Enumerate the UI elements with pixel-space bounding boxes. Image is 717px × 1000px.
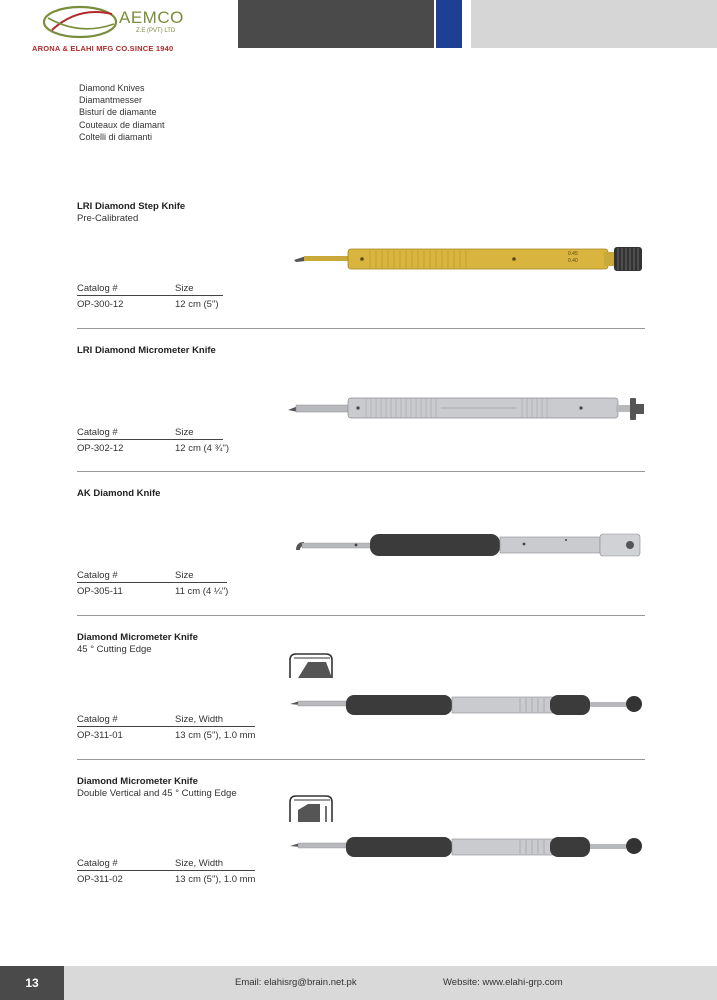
- black-grip-knife-icon: [294, 528, 644, 560]
- catalog-label: Catalog #: [77, 570, 118, 581]
- micrometer-knife-45-icon: [288, 692, 646, 720]
- section-divider: [77, 759, 645, 760]
- product-section: [77, 345, 645, 356]
- size-label: Size: [175, 283, 194, 294]
- language-item: Couteaux de diamant: [79, 119, 165, 130]
- footer-bar: [0, 966, 717, 1000]
- gold-scale-mark: 0.40: [568, 258, 578, 264]
- cutting-edge-45-icon: [286, 650, 336, 680]
- size-label: Size: [175, 570, 194, 581]
- product-title: AK Diamond Knife: [77, 488, 161, 499]
- header-dark-band: [238, 0, 434, 48]
- catalog-number: OP-302-12: [77, 443, 124, 454]
- catalog-label: Catalog #: [77, 427, 118, 438]
- catalog-label: Catalog #: [77, 714, 118, 725]
- language-list: [79, 82, 165, 143]
- section-divider: [77, 615, 645, 616]
- silver-micrometer-knife-icon: [286, 392, 646, 426]
- section-divider: [77, 328, 645, 329]
- cutting-edge-double-icon: [286, 792, 336, 824]
- product-title: Diamond Micrometer Knife: [77, 776, 198, 787]
- size-value: 12 cm (5"): [175, 299, 219, 310]
- header-light-band: [471, 0, 717, 48]
- gold-scale-mark: 0.45: [568, 251, 578, 257]
- catalog-table: [77, 427, 229, 454]
- size-value: 11 cm (4 ¼"): [175, 586, 229, 597]
- product-subtitle: Pre-Calibrated: [77, 213, 139, 224]
- section-divider: [77, 471, 645, 472]
- footer-email[interactable]: Email: elahisrg@brain.net.pk: [235, 977, 357, 988]
- size-value: 13 cm (5"), 1.0 mm: [175, 730, 256, 741]
- catalog-table: [77, 283, 223, 310]
- catalog-table: [77, 714, 255, 741]
- product-subtitle: Double Vertical and 45 ° Cutting Edge: [77, 788, 237, 799]
- product-subtitle: 45 ° Cutting Edge: [77, 644, 152, 655]
- micrometer-knife-double-icon: [288, 834, 646, 862]
- size-label: Size: [175, 427, 194, 438]
- product-section: [77, 776, 645, 799]
- product-section: [77, 488, 645, 499]
- size-label: Size, Width: [175, 714, 224, 725]
- product-title: LRI Diamond Step Knife: [77, 201, 186, 212]
- language-item: Diamond Knives: [79, 83, 145, 93]
- logo-name: AEMCO: [119, 8, 184, 27]
- footer-website[interactable]: Website: www.elahi-grp.com: [443, 977, 563, 988]
- language-item: Bisturí de diamante: [79, 107, 157, 118]
- catalog-table: [77, 570, 228, 597]
- language-item: Coltelli di diamanti: [79, 131, 153, 142]
- header-gap: [463, 0, 471, 48]
- company-line: ARONA & ELAHI MFG CO.SINCE 1940: [32, 44, 174, 53]
- catalog-number: OP-311-02: [77, 874, 123, 885]
- product-section: [77, 632, 645, 655]
- catalog-number: OP-305-11: [77, 586, 123, 597]
- catalog-number: OP-300-12: [77, 299, 124, 310]
- catalog-table: [77, 858, 255, 885]
- gold-step-knife-icon: [292, 240, 646, 276]
- header-blue-band: [436, 0, 462, 48]
- logo-subtitle: Z.E (PVT) LTD: [136, 28, 176, 34]
- product-section: [77, 201, 645, 224]
- catalog-label: Catalog #: [77, 283, 118, 294]
- product-title: LRI Diamond Micrometer Knife: [77, 345, 216, 356]
- product-title: Diamond Micrometer Knife: [77, 632, 198, 643]
- size-value: 13 cm (5"), 1.0 mm: [175, 874, 256, 885]
- catalog-number: OP-311-01: [77, 730, 123, 741]
- catalog-label: Catalog #: [77, 858, 118, 869]
- language-item: Diamantmesser: [79, 95, 143, 106]
- size-label: Size, Width: [175, 858, 224, 869]
- size-value: 12 cm (4 ¾"): [175, 443, 230, 454]
- page-number: 13: [0, 966, 64, 1000]
